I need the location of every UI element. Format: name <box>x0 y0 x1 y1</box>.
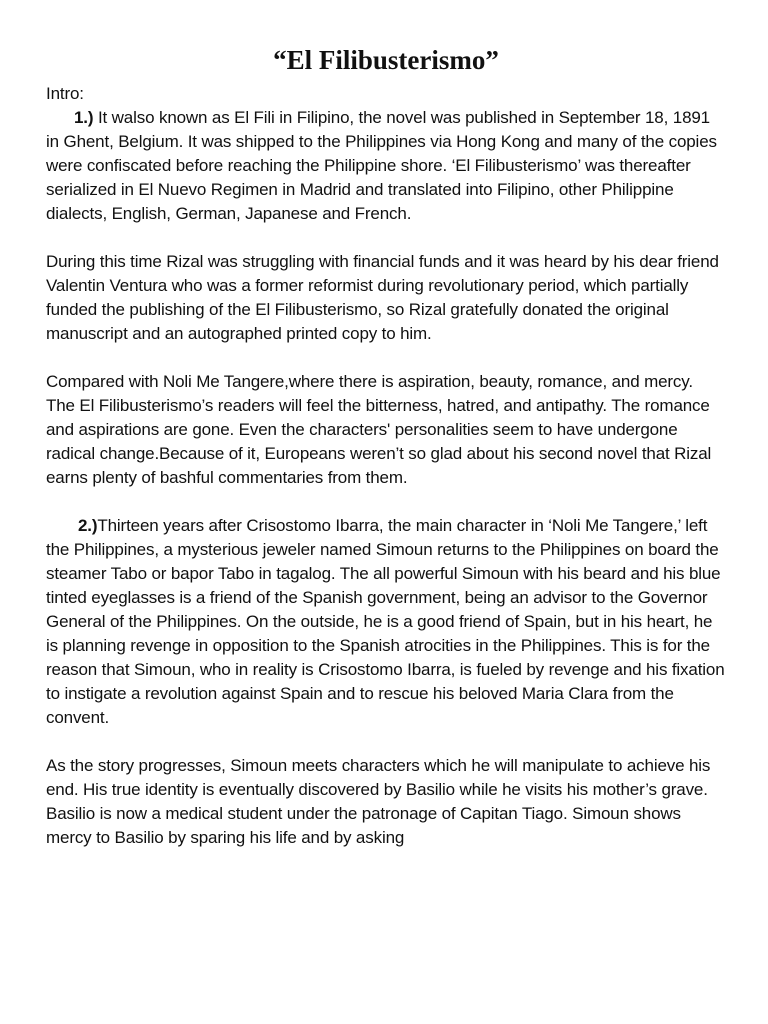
paragraph-1 <box>46 106 726 226</box>
paragraph-1-number: 1.) <box>74 108 94 127</box>
intro-label: Intro: <box>46 84 84 103</box>
paragraph-4-text: Thirteen years after Crisostomo Ibarra, the main character in ‘Noli Me Tangere,’ left the Philippines, a mysterious jeweler named Simoun returns to the Philippines on board the steamer Tabo or bapor Tabo in tagalog. The all powerful Simoun with his beard and his blue tinted eyeglasses is a friend of the Spanish government, being an advisor to the Governor General of the Philippines. On the outside, he is a good friend of Spain, but in his heart, he is planning revenge in opposition to the Spanish atrocities in the Philippines. This is for the reason that Simoun, who in reality is Crisostomo Ibarra, is fueled by revenge and his fixation to instigate a revolution against Spain and to rescue his beloved Maria Clara from the convent. <box>46 516 725 727</box>
paragraph-1-text: It walso known as El Fili in Filipino, the novel was published in September 18, 1891 in Ghent, Belgium. It was shipped to the Philippines via Hong Kong and many of the copies were confiscated before reaching the Philippine shore. ‘El Filibusterismo’ was thereafter serialized in El Nuevo Regimen in Madrid and translated into Filipino, other Philippine dialects, English, German, Japanese and French. <box>46 108 717 223</box>
paragraph-5: As the story progresses, Simoun meets characters which he will manipulate to achieve his end. His true identity is eventually discovered by Basilio while he visits his mother’s grave. Basilio is now a medical student under the patronage of Capitan Tiago. Simoun shows mercy to Basilio by sparing his life and by asking <box>46 756 711 847</box>
document-page <box>46 44 726 850</box>
paragraph-3: Compared with Noli Me Tangere,where there is aspiration, beauty, romance, and mercy. The El Filibusterismo’s readers will feel the bitterness, hatred, and antipathy. The romance and aspirations are gone. Even the characters' personalities seem to have undergone radical change.Because of it, Europeans weren’t so glad about his second novel that Rizal earns plenty of bashful commentaries from them. <box>46 372 712 487</box>
document-title: “El Filibusterismo” <box>273 45 499 75</box>
paragraph-4 <box>46 514 726 730</box>
paragraph-4-number: 2.) <box>78 516 98 535</box>
paragraph-2: During this time Rizal was struggling with financial funds and it was heard by his dear friend Valentin Ventura who was a former reformist during revolutionary period, which partially funded the publishing of the El Filibusterismo, so Rizal gratefully donated the original manuscript and an autographed printed copy to him. <box>46 252 719 343</box>
